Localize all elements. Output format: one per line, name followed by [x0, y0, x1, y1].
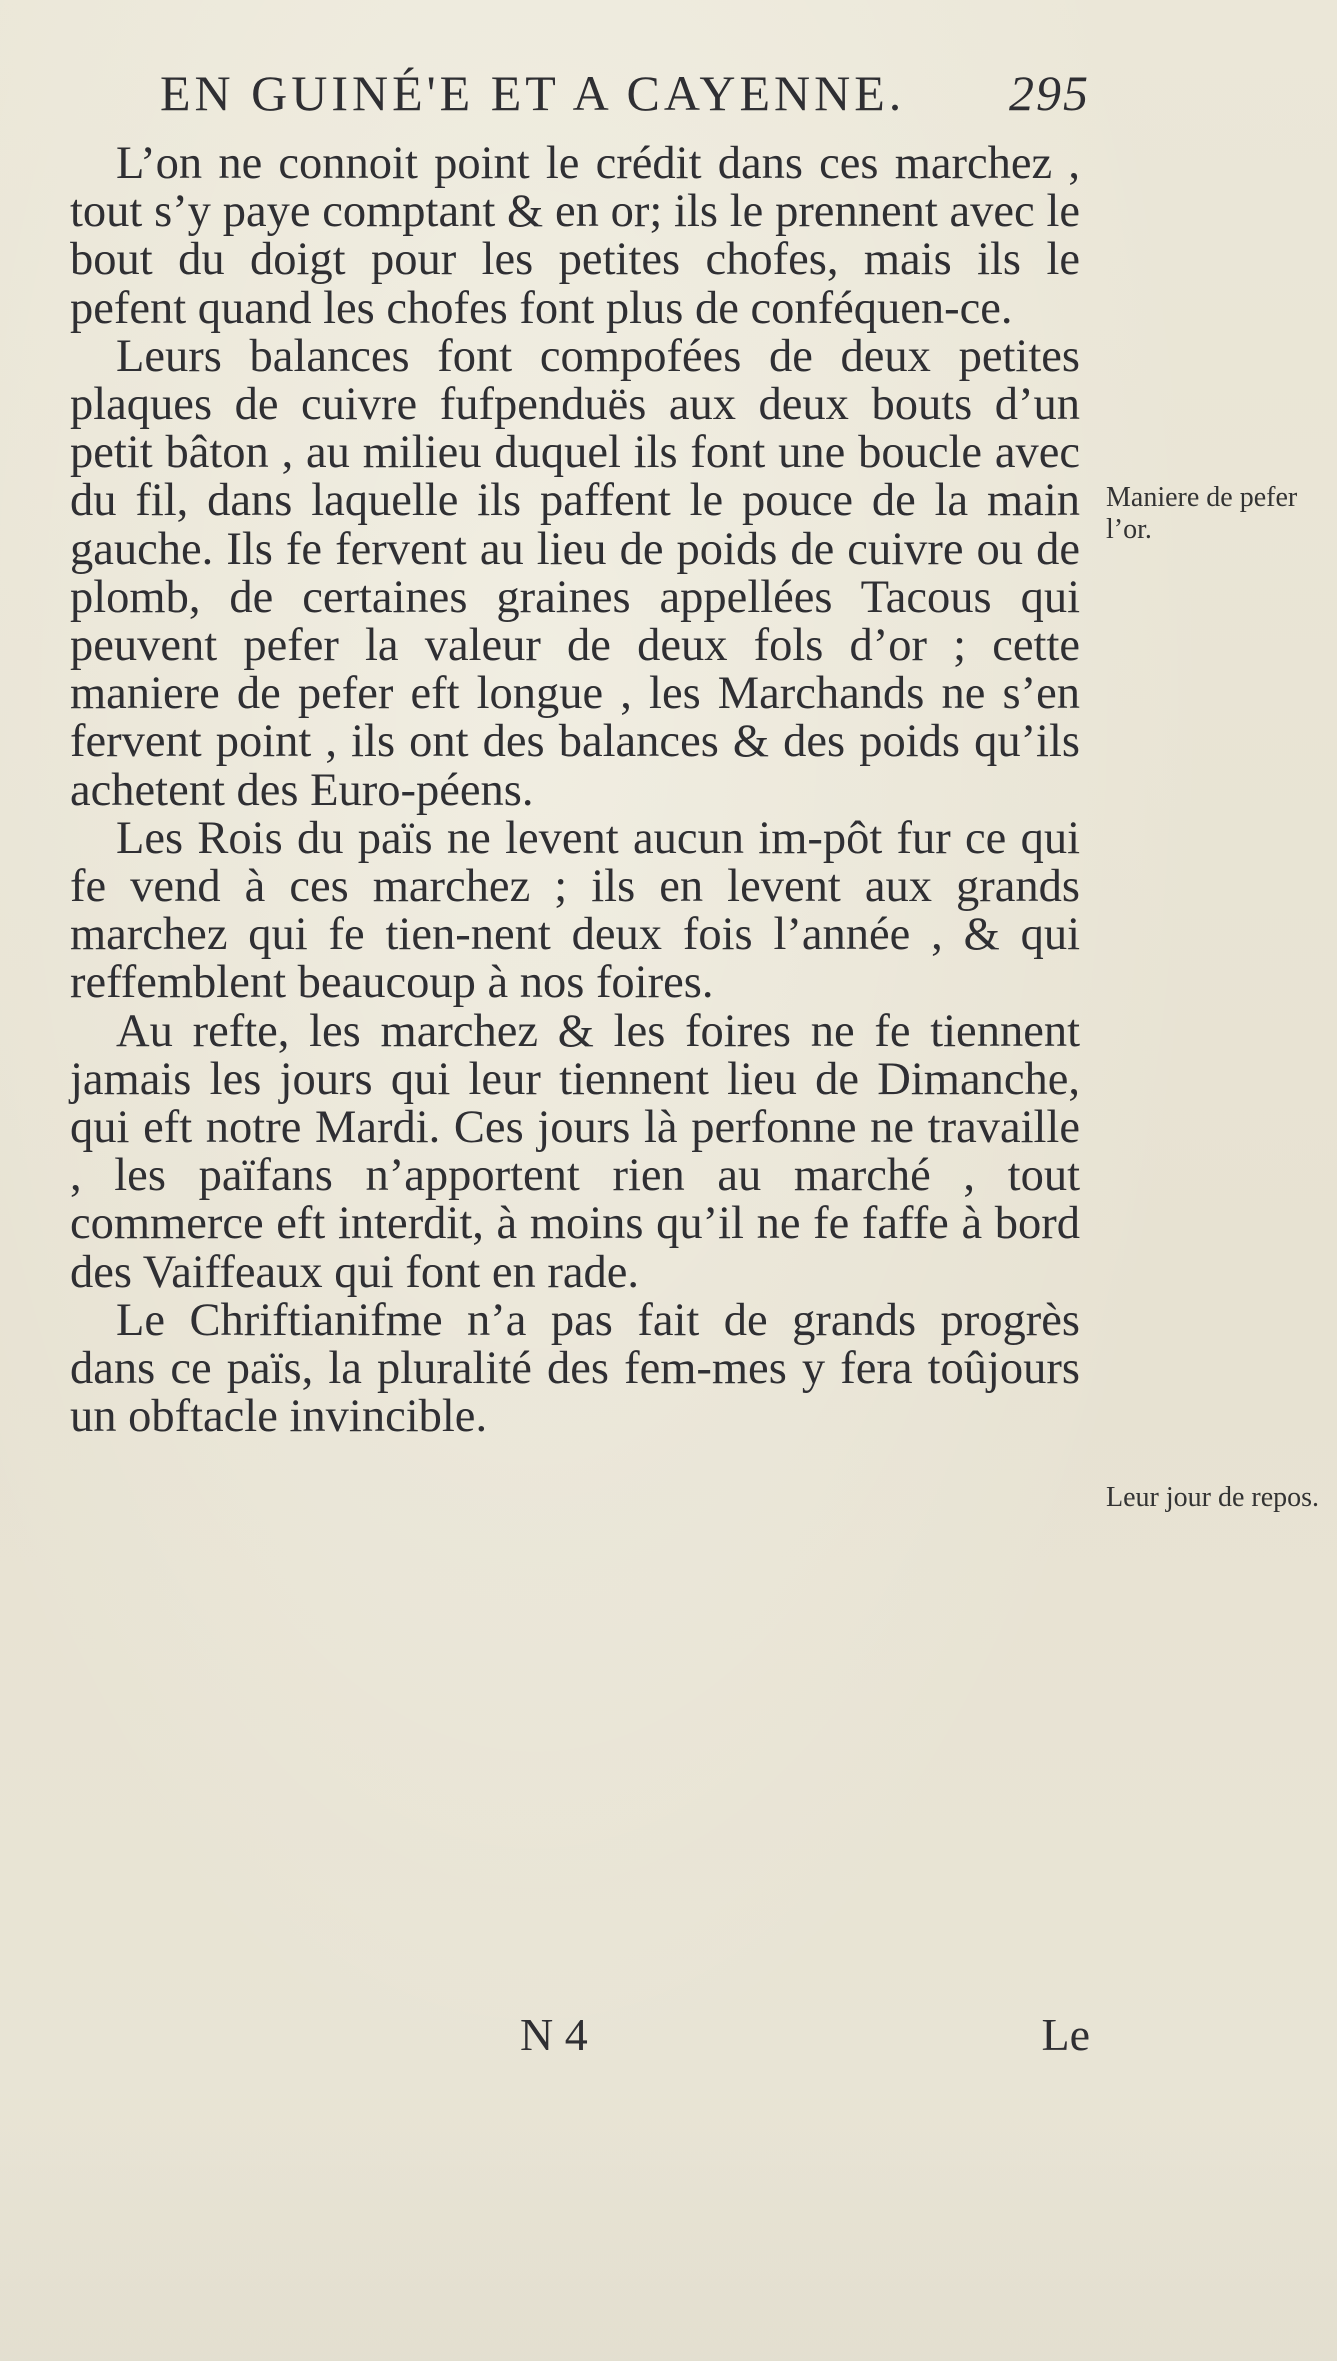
- page-margin-bottom: [0, 2080, 1337, 2361]
- catchline: [520, 2008, 1090, 2068]
- page-number: 295: [1009, 65, 1090, 121]
- body-text: [70, 140, 1080, 1441]
- running-head: [160, 64, 1090, 134]
- paragraph-jours: Au refte, les marchez & les foires ne fe tiennent jamais les jours qui leur tiennent lieu de Dimanche, qui eft notre Mardi. Ces jours là perfonne ne travaille , les païfans n’apportent rien au marché , tout commerce eft interdit, à moins qu’il ne fe faffe à bord des Vaiffeaux qui font en rade.: [70, 1005, 1080, 1298]
- margin-note-jour-repos: Leur jour de repos.: [1106, 1482, 1320, 1513]
- paragraph-balances: Leurs balances font compofées de deux petites plaques de cuivre fufpenduës aux deux bouts d’un petit bâton , au milieu duquel ils font une boucle avec du fil, dans laquelle ils paffent le pouce de la main gauche. Ils fe fervent au lieu de poids de cuivre ou de plomb, de certaines graines appellées Tacous qui peuvent pefer la valeur de deux fols d’or ; cette maniere de pefer eft longue , les Marchands ne s’en fervent point , ils ont des balances & des poids qu’ils achetent des Euro-péens.: [70, 330, 1080, 816]
- signature-mark: N 4: [520, 2009, 588, 2060]
- paragraph-christianisme: Le Chriftianifme n’a pas fait de grands progrès dans ce païs, la pluralité des fem-mes y fera toûjours un obftacle invincible.: [70, 1294, 1080, 1443]
- running-title: EN GUINÉ'E ET A CAYENNE.: [160, 65, 906, 121]
- paragraph-credit: L’on ne connoit point le crédit dans ces marchez , tout s’y paye comptant & en or; ils le prennent avec le bout du doigt pour les petites chofes, mais ils le pefent quand les chofes font plus de conféquen-ce.: [70, 138, 1080, 334]
- paragraph-impots: Les Rois du païs ne levent aucun im-pôt fur ce qui fe vend à ces marchez ; ils en levent aux grands marchez qui fe tien-nent deux fois l’année , & qui reffemblent beaucoup à nos foires.: [70, 812, 1080, 1009]
- margin-note-peser-or: Maniere de pefer l’or.: [1106, 482, 1298, 545]
- catchword: Le: [1041, 2009, 1090, 2060]
